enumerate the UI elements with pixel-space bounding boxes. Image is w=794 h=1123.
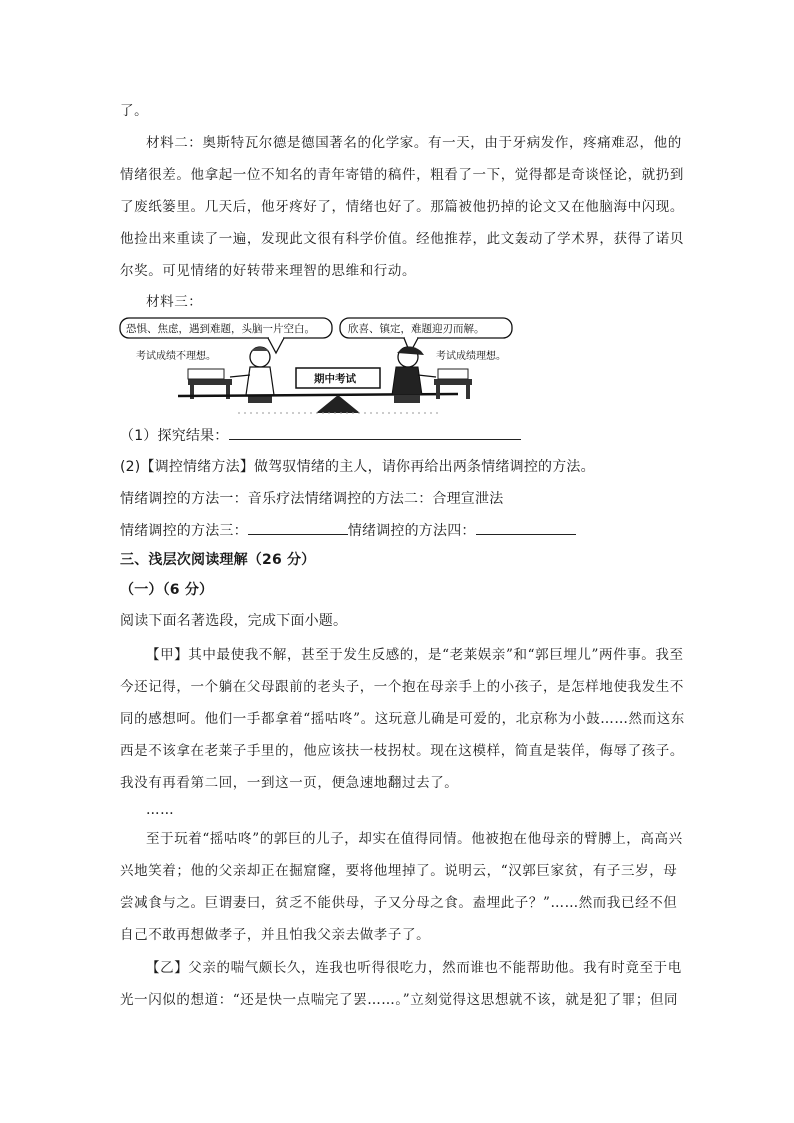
text-line: 了。 — [120, 103, 149, 119]
reading-instruction: 阅读下面名著选段，完成下面小题。 — [120, 613, 348, 629]
passage-yi-line: 【乙】父亲的喘气颇长久，连我也听得很吃力，然而谁也不能帮助他。我有时竟至于电 — [146, 960, 682, 976]
methods-one-two: 情绪调控的方法一：音乐疗法情绪调控的方法二：合理宣泄法 — [120, 491, 504, 507]
material-two-line: 情绪很差。他拿起一位不知名的青年寄错的稿件，粗看了一下，觉得都是奇谈怪论，就扔到 — [120, 167, 684, 183]
passage-para-line: 自己不敢再想做孝子，并且怕我父亲去做孝子了。 — [120, 927, 431, 943]
methods-three-four — [120, 520, 680, 541]
answer-blank-method-four[interactable] — [476, 520, 576, 535]
right-caption: 考试成绩理想。 — [436, 351, 506, 362]
answer-blank-one[interactable] — [229, 425, 521, 440]
material-two-line: 了废纸篓里。几天后，他牙疼好了，情绪也好了。那篇被他扔掉的论文又在他脑海中闪现。 — [120, 199, 684, 215]
method-three-label: 情绪调控的方法三： — [120, 523, 248, 539]
exam-emotion-cartoon — [118, 313, 518, 421]
passage-ellipsis: …… — [146, 802, 175, 818]
passage-para-line: 至于玩着“摇咕咚”的郭巨的儿子，却实在值得同情。他被抱在他母亲的臂膊上，高高兴 — [146, 831, 683, 847]
method-four-label: 情绪调控的方法四： — [347, 523, 476, 539]
seesaw-board-label: 期中考试 — [314, 373, 356, 385]
passage-jia-line: 【甲】其中最使我不解，甚至于发生反感的，是“老莱娱亲”和“郭巨埋儿”两件事。我至 — [146, 647, 684, 663]
passage-jia-line: 今还记得，一个躺在父母跟前的老头子，一个抱在母亲手上的小孩子，是怎样地使我发生不 — [120, 679, 684, 695]
passage-para-line: 尝减食与之。巨谓妻曰，贫乏不能供母，子又分母之食。盍埋此子？”……然而我已经不但 — [120, 895, 678, 911]
passage-jia-line: 我没有再看第二回，一到这一页，便急速地翻过去了。 — [120, 775, 459, 791]
answer-blank-method-three[interactable] — [248, 520, 348, 535]
subsection-heading: （一）（6 分） — [120, 582, 214, 598]
passage-jia-line: 同的感想呵。他们一手都拿着“摇咕咚”。这玩意儿确是可爱的，北京称为小鼓……然而这东 — [120, 711, 685, 727]
question-one — [120, 425, 680, 446]
material-three-label: 材料三： — [146, 294, 203, 310]
material-two-line: 材料二：奥斯特瓦尔德是德国著名的化学家。有一天，由于牙病发作，疼痛难忍，他的 — [146, 135, 682, 151]
passage-yi-line: 光一闪似的想道：“还是快一点喘完了罢……。”立刻觉得这思想就不该，就是犯了罪；但同 — [120, 992, 679, 1008]
section-three-heading: 三、浅层次阅读理解（26 分） — [120, 552, 316, 568]
material-two-line: 尔奖。可见情绪的好转带来理智的思维和行动。 — [120, 263, 417, 279]
question-two: (2)【调控情绪方法】做驾驭情绪的主人，请你再给出两条情绪调控的方法。 — [120, 459, 595, 475]
right-bubble-text: 欣喜、镇定，难题迎刃而解。 — [348, 323, 485, 335]
left-bubble-text: 恐惧、焦虑，遇到难题，头脑一片空白。 — [126, 323, 315, 335]
question-one-label: （1）探究结果： — [120, 428, 229, 444]
passage-para-line: 兴地笑着；他的父亲却正在掘窟窿，要将他埋掉了。说明云，“汉郭巨家贫，有子三岁，母 — [120, 863, 678, 879]
material-two-line: 他捡出来重读了一遍，发现此文很有科学价值。经他推荐，此文轰动了学术界，获得了诺贝 — [120, 231, 684, 247]
seesaw-fulcrum — [316, 395, 360, 413]
passage-jia-line: 西是不该拿在老莱子手里的，他应该扶一枝拐杖。现在这模样，简直是装佯，侮辱了孩子。 — [120, 743, 684, 759]
left-bubble-tail — [268, 338, 284, 353]
left-caption: 考试成绩不理想。 — [136, 351, 216, 362]
